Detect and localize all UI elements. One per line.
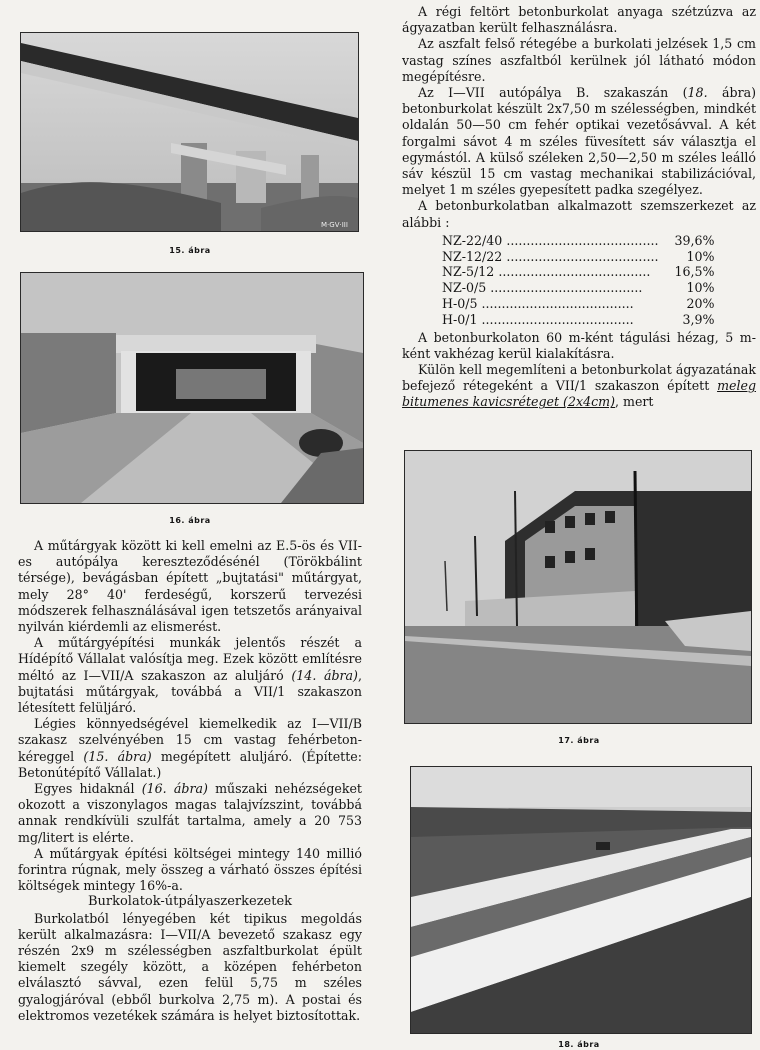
mix-value: 3,9% <box>682 311 715 327</box>
mix-name: NZ-12/22 ..... <box>442 249 658 265</box>
paragraph-text: megépített aluljáró. (Építette: Betonútépítő Vállalat.) <box>18 748 362 780</box>
underlined-emphasis: meleg bitumenes kavicsréteget (2x4cm) <box>402 378 756 410</box>
paragraph <box>18 635 362 716</box>
figure-15-photo <box>20 32 359 232</box>
paragraph: A műtárgyak építési költségei mintegy 140 millió forintra rúgnak, mely összeg a várható összes építési költségek mintegy 16%-a. <box>18 845 362 894</box>
paragraph: A műtárgyak között ki kell emelni az E.5-ös és VII-es autópálya kereszteződésénél (Törökbálint térsége), bevágásban épített „bujtatási" műtárgyat, mely 28° 40' ferdeségű, korszerű tervezési módszerek felhasználásával igen tetszetős arányaival nyilván kiérdemli az elismerést. <box>18 538 362 635</box>
mix-name: NZ-22/40 ..... <box>442 233 658 249</box>
table-row <box>442 280 714 296</box>
figure-17-caption: 17. ábra <box>558 736 600 745</box>
figure-16-caption: 16. ábra <box>169 516 211 525</box>
motorway-photo-illustration <box>411 767 751 1033</box>
paragraph: A betonburkolatban alkalmazott szemszerkezet az alábbi : <box>402 198 756 230</box>
svg-text:M·GV·III: M·GV·III <box>321 221 348 229</box>
figure-reference: (15. ábra) <box>83 748 152 764</box>
paragraph-text: Az I—VII autópálya B. szakaszán ( <box>418 85 688 101</box>
aggregate-mix-table <box>442 233 714 328</box>
paragraph: Burkolatból lényegében két tipikus megoldás került alkalmazásra: I—VII/A bevezető szakasz egy részén 2x9 m szélességben aszfaltburkolat épült kiemelt szegély között, a középen fehérbeton elválasztó sávval, ezen felül 5,75 m széles gyalogjáróval (ebből burkolva 2,75 m). A postai és elektromos vezetékek számára is helyet biztosítottak. <box>18 910 362 1023</box>
mix-name: H-0/5 ..... <box>442 296 658 312</box>
mix-value: 10% <box>686 280 715 296</box>
figure-reference: 18. <box>687 85 708 101</box>
paragraph-text: , mert <box>615 394 654 410</box>
mix-name: H-0/1 ..... <box>442 312 658 328</box>
section-title: Burkolatok-útpályaszerkezetek <box>87 894 293 910</box>
paragraph <box>18 716 362 781</box>
table-row <box>442 296 714 312</box>
paragraph-text: A műtárgyépítési munkák jelentős részét a Hídépítő Vállalat valósítja meg. Ezek között említésre méltó az I—VII/A szakaszon az aluljáró <box>18 635 362 683</box>
mix-value: 16,5% <box>674 264 715 280</box>
paragraph: A régi feltört betonburkolat anyaga szétzúzva az ágyazatban került felhasználásra. <box>402 4 756 36</box>
mix-value: 39,6% <box>674 232 715 248</box>
mix-name: NZ-5/12 ..... <box>442 264 658 280</box>
underpass-photo-illustration <box>21 273 363 503</box>
paragraph-text: Egyes hidaknál <box>34 781 135 797</box>
figure-16-photo <box>20 272 364 504</box>
table-row <box>442 233 714 249</box>
left-body-text <box>18 538 362 1024</box>
paragraph: Az aszfalt felső rétegébe a burkolati jelzések 1,5 cm vastag színes aszfaltból kerülnek jól látható módon megépítésre. <box>402 36 756 84</box>
figure-15-caption: 15. ábra <box>169 246 211 255</box>
paragraph <box>18 781 362 846</box>
street-photo-illustration <box>405 451 751 723</box>
figure-18-caption: 18. ábra <box>558 1040 600 1049</box>
figure-18-photo <box>410 766 752 1034</box>
paragraph-text: szakaszon létesített felüljáró. <box>18 683 362 716</box>
bridge-photo-illustration <box>21 33 358 231</box>
paragraph <box>402 362 756 411</box>
paragraph-text: Légies könnyedségével kiemelkedik az I—VII/B szakasz szelvényében 15 cm vastag fehérbeton-kéreggel <box>18 716 362 764</box>
mix-name: NZ-0/5 ..... <box>442 280 658 296</box>
table-row <box>442 249 714 265</box>
paragraph: A betonburkolaton 60 m-ként tágulási hézag, 5 m-ként vakhézag kerül kialakításra. <box>402 329 756 361</box>
paragraph-text: műszaki nehézségeket okozott a viszonylagos magas talajvízszint, továbbá annak rendkívüli szulfát tartalma, amely a 20 753 mg/litert is elérte. <box>18 781 362 845</box>
table-row <box>442 312 714 328</box>
mix-value: 20% <box>686 296 715 312</box>
table-row <box>442 264 714 280</box>
paragraph-text: ábra) betonburkolat készült 2x7,50 m szélességben, mindkét oldalán 50—50 cm fehér optikai vezetősávval. A két forgalmi sávot 4 m széles füvesített sáv választja el egymástól. A külső széleken 2,50—2,50 m széles leálló sáv készül 15 cm vastag mechanikai stabilizációval, melyet 1 m széles gyepesített padka szegélyez. <box>402 85 757 198</box>
right-body-text <box>402 4 756 411</box>
paragraph <box>402 85 756 198</box>
figure-reference: (14. ábra) <box>291 667 358 683</box>
mix-value: 10% <box>686 248 715 264</box>
figure-17-photo <box>404 450 752 724</box>
figure-reference: (16. ábra) <box>141 781 208 797</box>
paragraph-text: , bujtatási műtárgyak, továbbá a VII/1 <box>18 667 362 699</box>
paragraph-text: Külön kell megemlíteni a betonburkolat ágyazatának befejező rétegeként a VII/1 szakaszon épített <box>402 362 756 394</box>
